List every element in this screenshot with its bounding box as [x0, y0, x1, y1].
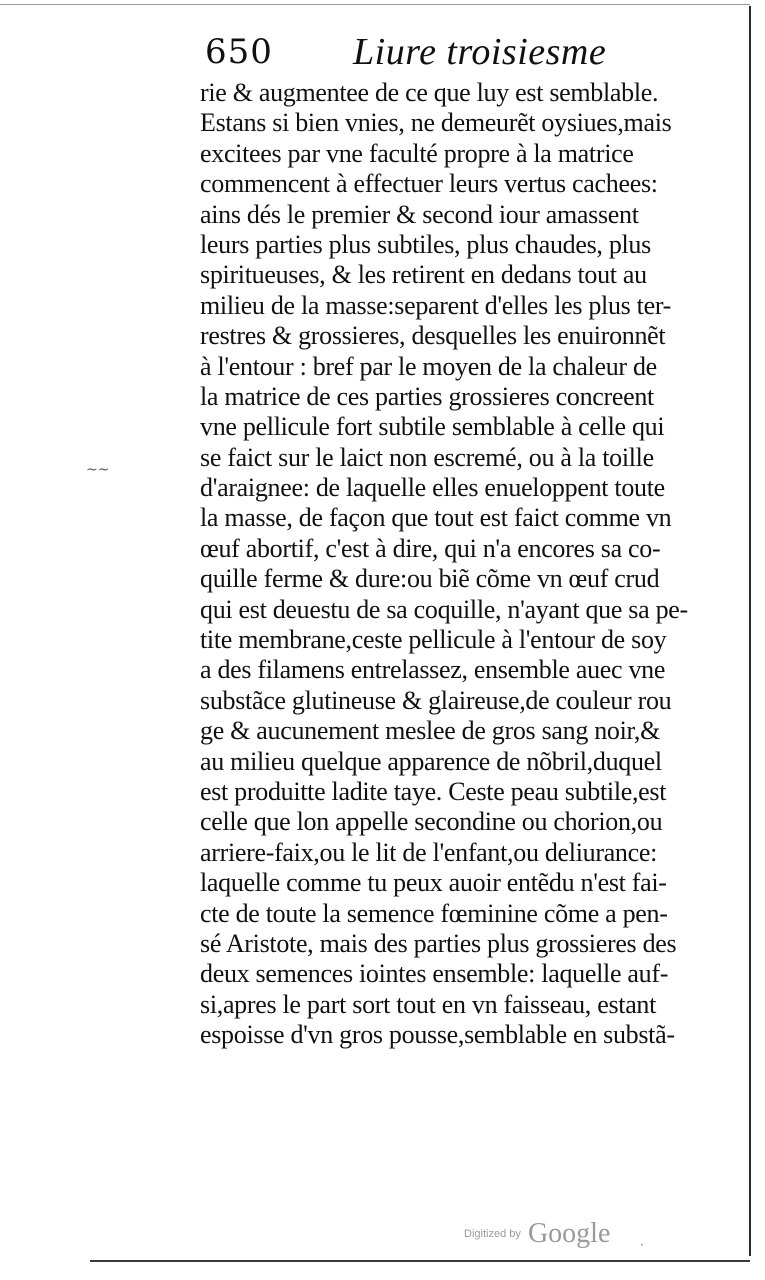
- page-edge-right: [749, 6, 751, 1256]
- text-line: qui est deuestu de sa coquille, n'ayant que sa pe-: [200, 594, 688, 624]
- text-line: la masse, de façon que tout est faict comme vn: [200, 503, 672, 533]
- text-line: ains dés le premier & second iour amassent: [200, 199, 639, 229]
- text-line: la matrice de ces parties grossieres concreent: [200, 381, 654, 411]
- text-line: à l'entour : bref par le moyen de la chaleur de: [200, 351, 657, 381]
- text-line: substãce glutineuse & glaireuse,de couleur rou: [200, 685, 672, 715]
- text-line: cte de toute la semence fœminine cõme a pen-: [200, 898, 668, 928]
- text-line: quille ferme & dure:ou biẽ cõme vn œuf crud: [200, 564, 660, 594]
- page-edge-bottom: [90, 1260, 750, 1262]
- text-line: leurs parties plus subtiles, plus chaudes, plus: [200, 229, 651, 259]
- footer-speck: ·: [640, 1238, 644, 1252]
- watermark-brand: Google: [527, 1218, 611, 1249]
- page-header: [205, 28, 725, 74]
- text-line: œuf abortif, c'est à dire, qui n'a encores sa co-: [200, 533, 661, 563]
- text-line: se faict sur le laict non escremé, ou à la toille: [200, 442, 654, 472]
- text-line: sé Aristote, mais des parties plus grossieres des: [200, 928, 677, 958]
- running-head: Liure troisiesme: [353, 31, 607, 73]
- digitized-watermark: [464, 1218, 610, 1250]
- text-line: celle que lon appelle secondine ou chorion,ou: [200, 807, 663, 837]
- text-line: est produitte ladite taye. Ceste peau subtile,est: [200, 776, 667, 806]
- text-line: spiritueuses, & les retirent en dedans tout au: [200, 260, 647, 290]
- body-text: [200, 78, 710, 1051]
- page-edge-top: [0, 4, 750, 5]
- watermark-prefix: Digitized by: [464, 1228, 521, 1240]
- text-line: excitees par vne faculté propre à la matrice: [200, 138, 634, 168]
- page-number: 650: [205, 32, 273, 72]
- margin-smudge: ~~: [86, 462, 110, 478]
- text-line: vne pellicule fort subtile semblable à celle qui: [200, 412, 665, 442]
- text-line: deux semences iointes ensemble: laquelle auf-: [200, 959, 669, 989]
- text-line: d'araignee: de laquelle elles enueloppent toute: [200, 473, 665, 503]
- text-line: milieu de la masse:separent d'elles les plus ter-: [200, 290, 672, 320]
- text-line: Estans si bien vnies, ne demeurẽt oysiues,mais: [200, 108, 672, 138]
- text-line: espoisse d'vn gros pousse,semblable en substã-: [200, 1020, 675, 1050]
- text-line: arriere-faix,ou le lit de l'enfant,ou deliurance:: [200, 837, 658, 867]
- text-line: ge & aucunement meslee de gros sang noir,&: [200, 716, 660, 746]
- text-line: commencent à effectuer leurs vertus cachees:: [200, 169, 658, 199]
- text-line: tite membrane,ceste pellicule à l'entour de soy: [200, 625, 667, 655]
- text-line: restres & grossieres, desquelles les enuironnẽt: [200, 321, 666, 351]
- text-line: si,apres le part sort tout en vn faisseau, estant: [200, 989, 657, 1019]
- text-line: laquelle comme tu peux auoir entẽdu n'est fai-: [200, 868, 667, 898]
- text-line: rie & augmentee de ce que luy est semblable.: [200, 78, 659, 107]
- text-line: a des filamens entrelassez, ensemble auec vne: [200, 655, 666, 685]
- text-line: au milieu quelque apparence de nõbril,duquel: [200, 746, 662, 776]
